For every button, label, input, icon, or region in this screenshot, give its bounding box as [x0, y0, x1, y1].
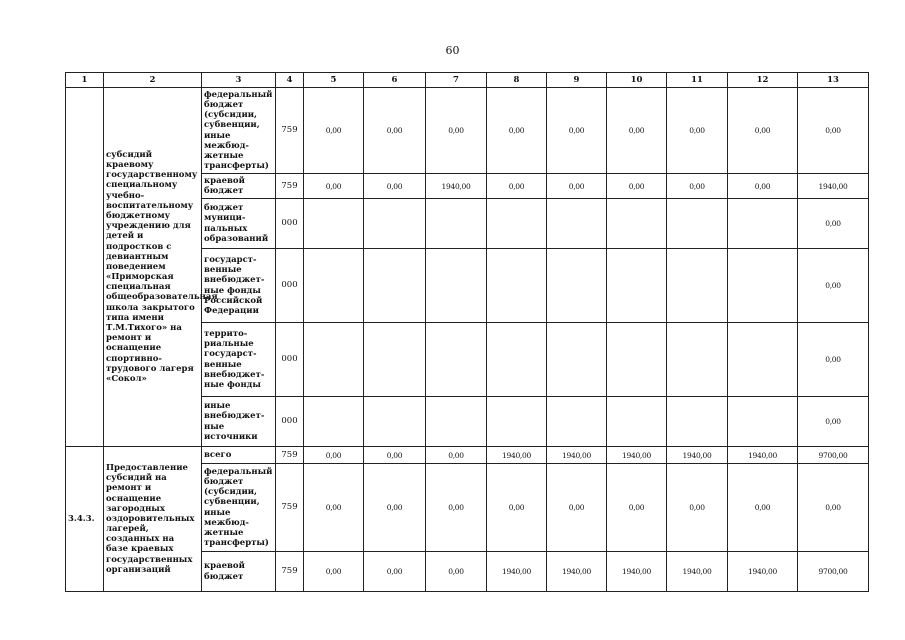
value-cell — [607, 323, 667, 397]
funding-source: краевой бюджет — [202, 174, 276, 199]
funding-source: всего — [202, 447, 276, 464]
value-cell: 1940,00 — [728, 552, 798, 592]
value-cell: 0,00 — [607, 88, 667, 174]
value-cell — [304, 249, 364, 323]
funding-source: федеральный бюджет (субсидии, субвенции, иные межбюд-жетные трансферты) — [202, 88, 276, 174]
value-cell — [728, 397, 798, 447]
code-cell: 759 — [276, 552, 304, 592]
value-cell — [487, 199, 547, 249]
code-cell: 000 — [276, 397, 304, 447]
header-cell: 12 — [728, 73, 798, 88]
value-cell: 0,00 — [304, 447, 364, 464]
value-cell — [667, 323, 728, 397]
code-cell: 759 — [276, 464, 304, 552]
value-cell: 0,00 — [487, 464, 547, 552]
value-cell: 0,00 — [364, 464, 426, 552]
value-cell — [426, 323, 487, 397]
header-cell: 2 — [104, 73, 202, 88]
row-index — [66, 88, 104, 447]
value-cell — [304, 397, 364, 447]
value-cell — [728, 249, 798, 323]
value-cell — [607, 249, 667, 323]
value-cell — [487, 397, 547, 447]
value-cell: 9700,00 — [798, 552, 869, 592]
value-cell — [667, 249, 728, 323]
header-cell: 5 — [304, 73, 364, 88]
value-cell — [728, 323, 798, 397]
value-cell — [487, 323, 547, 397]
value-cell — [607, 199, 667, 249]
value-cell: 0,00 — [426, 464, 487, 552]
header-cell: 3 — [202, 73, 276, 88]
value-cell: 1940,00 — [426, 174, 487, 199]
value-cell — [547, 199, 607, 249]
value-cell: 0,00 — [798, 88, 869, 174]
code-cell: 000 — [276, 249, 304, 323]
value-cell — [364, 323, 426, 397]
header-cell: 9 — [547, 73, 607, 88]
value-cell: 0,00 — [667, 88, 728, 174]
value-cell: 1940,00 — [607, 447, 667, 464]
header-cell: 7 — [426, 73, 487, 88]
value-cell: 1940,00 — [607, 552, 667, 592]
header-cell: 11 — [667, 73, 728, 88]
page-number: 60 — [445, 44, 460, 57]
value-cell: 0,00 — [607, 174, 667, 199]
value-cell: 0,00 — [728, 174, 798, 199]
value-cell — [547, 249, 607, 323]
value-cell: 1940,00 — [487, 552, 547, 592]
value-cell: 0,00 — [364, 552, 426, 592]
value-cell — [426, 199, 487, 249]
value-cell: 0,00 — [487, 88, 547, 174]
value-cell: 0,00 — [798, 199, 869, 249]
value-cell: 0,00 — [364, 447, 426, 464]
value-cell: 0,00 — [426, 447, 487, 464]
header-cell: 4 — [276, 73, 304, 88]
value-cell — [426, 397, 487, 447]
value-cell — [547, 397, 607, 447]
funding-source: краевой бюджет — [202, 552, 276, 592]
row-description: субсидий краевому государственному специальному учебно-воспитательному бюджетному учреждению для детей и подростков с девиантным поведением «Приморская специальная общеобразовательная школа закрытого типа имени Т.М.Тихого» на ремонт и оснащение спортивно-трудового лагеря «Сокол» — [104, 88, 202, 447]
value-cell: 1940,00 — [798, 174, 869, 199]
code-cell: 000 — [276, 199, 304, 249]
value-cell: 1940,00 — [728, 447, 798, 464]
value-cell — [304, 323, 364, 397]
funding-source: федеральный бюджет (субсидии, субвенции, иные межбюд-жетные трансферты) — [202, 464, 276, 552]
value-cell: 0,00 — [798, 323, 869, 397]
value-cell: 0,00 — [304, 552, 364, 592]
value-cell: 9700,00 — [798, 447, 869, 464]
header-cell: 13 — [798, 73, 869, 88]
value-cell: 0,00 — [798, 249, 869, 323]
value-cell — [364, 199, 426, 249]
code-cell: 759 — [276, 174, 304, 199]
value-cell — [364, 397, 426, 447]
code-cell: 759 — [276, 88, 304, 174]
value-cell: 0,00 — [364, 174, 426, 199]
table-row — [66, 447, 869, 464]
value-cell — [304, 199, 364, 249]
value-cell: 0,00 — [667, 174, 728, 199]
value-cell: 1940,00 — [487, 447, 547, 464]
value-cell — [547, 323, 607, 397]
funding-source: иные внебюджет-ные источники — [202, 397, 276, 447]
value-cell: 0,00 — [487, 174, 547, 199]
value-cell — [728, 199, 798, 249]
value-cell: 1940,00 — [547, 552, 607, 592]
funding-source: террито-риальные государст-венные внебюджет-ные фонды — [202, 323, 276, 397]
value-cell — [487, 249, 547, 323]
header-cell: 1 — [66, 73, 104, 88]
value-cell: 0,00 — [728, 464, 798, 552]
value-cell: 0,00 — [547, 88, 607, 174]
row-description: Предоставление субсидий на ремонт и оснащение загородных оздоровительных лагерей, созданных на базе краевых государственных организаций — [104, 447, 202, 592]
value-cell: 0,00 — [426, 552, 487, 592]
value-cell: 0,00 — [304, 174, 364, 199]
header-cell: 8 — [487, 73, 547, 88]
value-cell — [667, 199, 728, 249]
funding-source: бюджет муници-пальных образований — [202, 199, 276, 249]
funding-source: государст-венные внебюджет-ные фонды Российской Федерации — [202, 249, 276, 323]
value-cell: 1940,00 — [547, 447, 607, 464]
value-cell: 0,00 — [728, 88, 798, 174]
header-row — [66, 73, 869, 88]
value-cell: 0,00 — [798, 464, 869, 552]
value-cell: 0,00 — [798, 397, 869, 447]
row-index: 3.4.3. — [66, 447, 104, 592]
header-cell: 6 — [364, 73, 426, 88]
value-cell: 0,00 — [304, 88, 364, 174]
value-cell: 0,00 — [364, 88, 426, 174]
value-cell: 0,00 — [667, 464, 728, 552]
value-cell — [364, 249, 426, 323]
code-cell: 000 — [276, 323, 304, 397]
value-cell: 1940,00 — [667, 552, 728, 592]
value-cell — [426, 249, 487, 323]
value-cell: 1940,00 — [667, 447, 728, 464]
value-cell: 0,00 — [607, 464, 667, 552]
budget-table — [65, 72, 869, 592]
value-cell: 0,00 — [304, 464, 364, 552]
value-cell — [607, 397, 667, 447]
value-cell — [667, 397, 728, 447]
code-cell: 759 — [276, 447, 304, 464]
header-cell: 10 — [607, 73, 667, 88]
table-row — [66, 88, 869, 174]
value-cell: 0,00 — [547, 464, 607, 552]
value-cell: 0,00 — [547, 174, 607, 199]
value-cell: 0,00 — [426, 88, 487, 174]
